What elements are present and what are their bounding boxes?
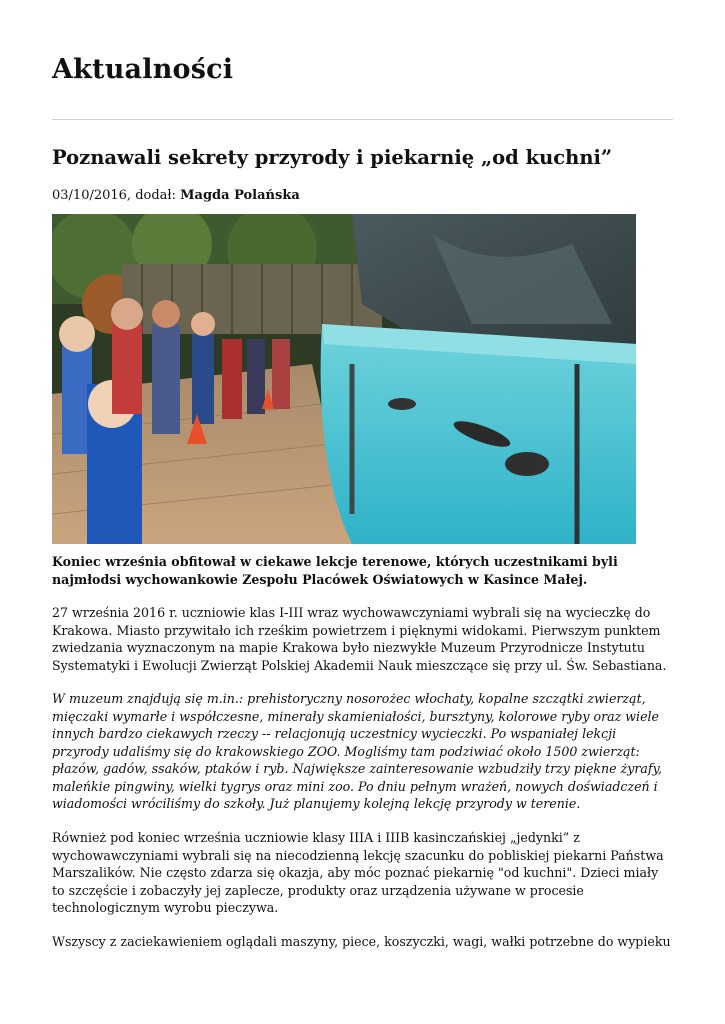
article-meta [52, 188, 300, 203]
photo-penguins-zoo-icon [52, 214, 636, 544]
article-author: Magda Polańska [180, 188, 300, 203]
site-title: Aktualności [52, 54, 234, 85]
article-title: Poznawali sekrety przyrody i piekarnię „od kuchni” [52, 146, 613, 169]
article-paragraph-3: Również pod koniec września uczniowie klasy IIIA i IIIB kasinczańskiej „jedynki” z wychowawczyniami wybrali się na niecodzienną lekcję szacunku do pobliskiej piekarni Państwa Marszalików. Nie często zdarza się okazja, aby móc poznać piekarnię "od kuchni". Dzieci miały to szczęście i zobaczyły jej zaplecze, produkty oraz urządzenia używane w procesie technologicznym wyrobu pieczywa. [52, 830, 664, 915]
header-divider [52, 119, 673, 120]
article-photo [52, 214, 636, 544]
article-paragraph-1: 27 września 2016 r. uczniowie klas I-III wraz wychowawczyniami wybrali się na wycieczkę do Krakowa. Miasto przywitało ich rześkim powietrzem i pięknymi widokami. Pierwszym punktem zwiedzania wyznaczonym na mapie Krakowa było niezwykłe Muzeum Przyrodnicze Instytutu Systematyki i Ewolucji Zwierząt Polskiej Akademii Nauk mieszczące się przy ul. Św. Sebastiana. [52, 605, 667, 673]
article-paragraph-4: Wszyscy z zaciekawieniem oglądali maszyny, piece, koszyczki, wagi, wałki potrzebne do wypieku [52, 934, 671, 949]
article-date: 03/10/2016, dodał: [52, 188, 181, 203]
article-lead: Koniec września obfitował w ciekawe lekcje terenowe, których uczestnikami byli najmłodsi wychowankowie Zespołu Placówek Oświatowych w Kasince Małej. [52, 554, 618, 587]
article-paragraph-2: W muzeum znajdują się m.in.: prehistoryczny nosorożec włochaty, kopalne szczątki zwierząt, mięczaki wymarłe i współczesne, minerały skamieniałości, bursztyny, kolorowe ryby oraz wiele innych bardzo ciekawych rzeczy -- relacjonują uczestnicy wycieczki. Po wspaniałej lekcji przyrody udaliśmy się do krakowskiego ZOO. Mogliśmy tam podziwiać około 1500 zwierząt: płazów, gadów, ssaków, ptaków i ryb. Największe zainteresowanie wzbudziły trzy piękne żyrafy, maleńkie pingwiny, wielki tygrys oraz mini zoo. Po dniu pełnym wrażeń, nowych doświadczeń i wiadomości wróciliśmy do szkoły. Już planujemy kolejną lekcję przyrody w terenie. [52, 691, 663, 811]
